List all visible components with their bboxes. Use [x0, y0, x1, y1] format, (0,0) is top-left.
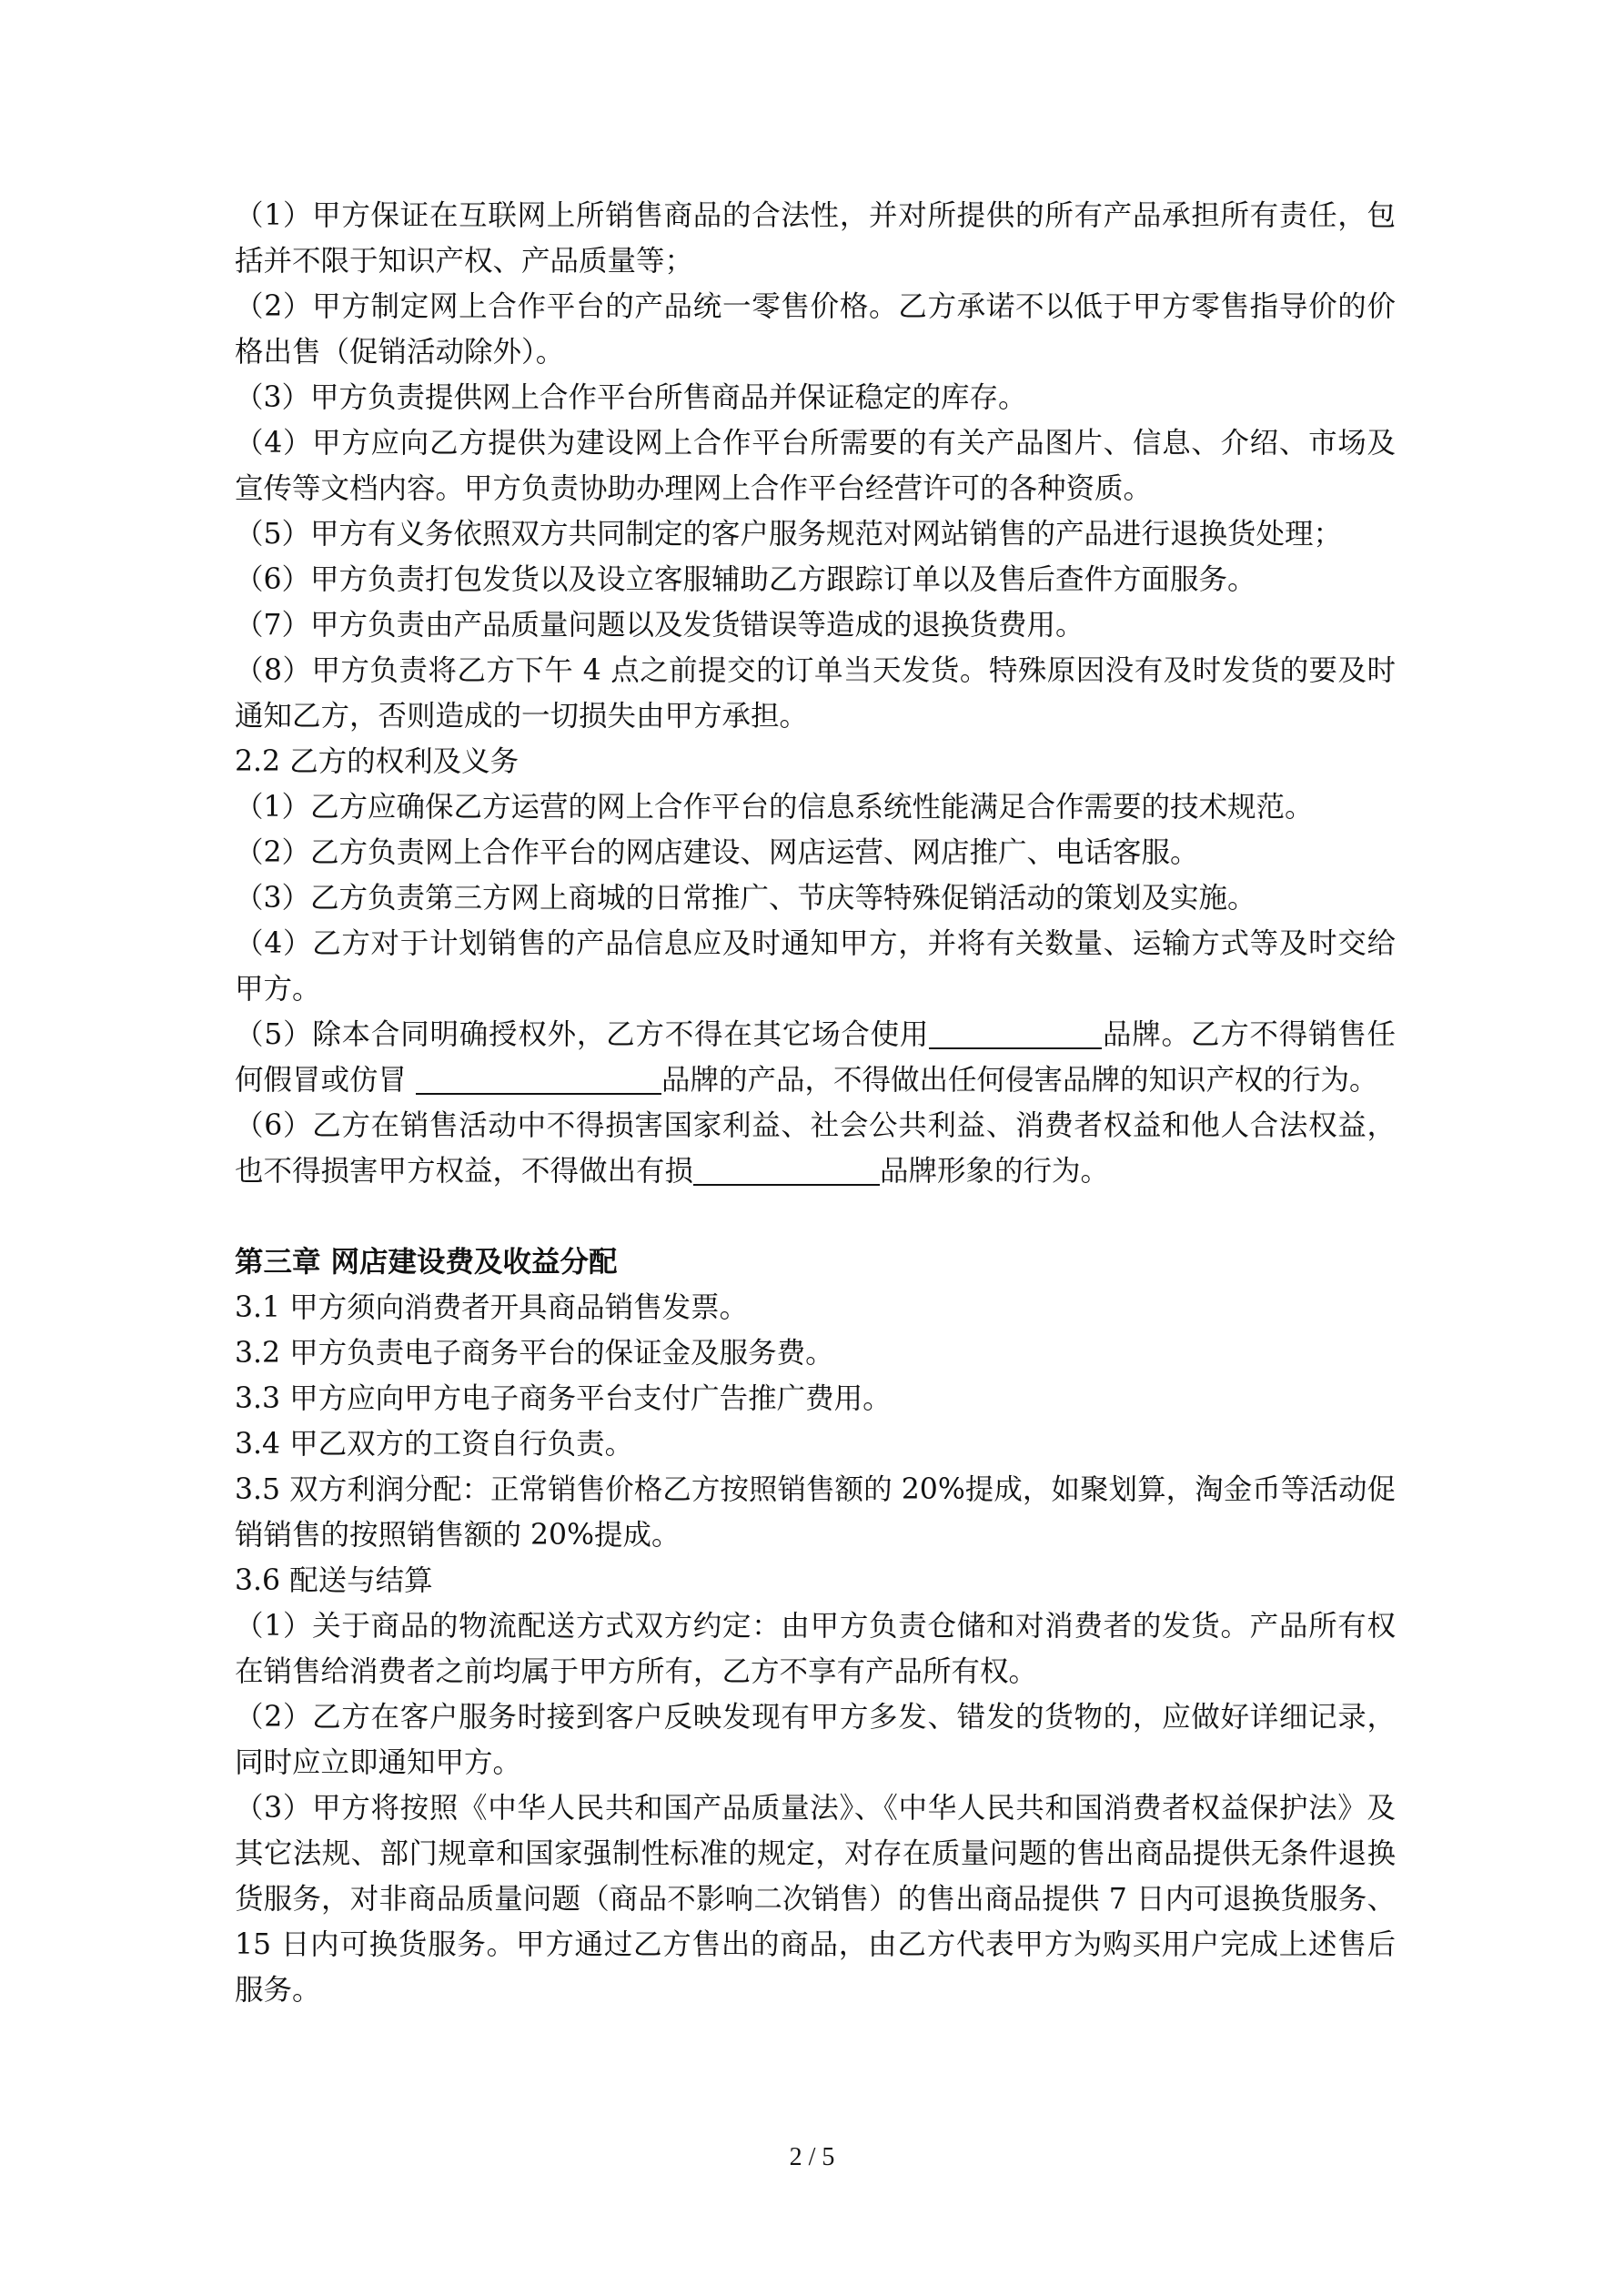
clause-2-2-5-text-1: （5）除本合同明确授权外，乙方不得在其它场合使用 [235, 1018, 930, 1051]
clause-2-1-5: （5）甲方有义务依照双方共同制定的客户服务规范对网站销售的产品进行退换货处理； [235, 518, 1343, 551]
clause-2-1-6: （6）甲方负责打包发货以及设立客服辅助乙方跟踪订单以及售后查件方面服务。 [235, 563, 1256, 596]
clause-3-6-1: （1）关于商品的物流配送方式双方约定：由甲方负责仓储和对消费者的发货。产品所有权在销售给消费者之前均属于甲方所有，乙方不享有产品所有权。 [235, 1610, 1396, 1688]
chapter-title: 第三章 网店建设费及收益分配 [235, 1246, 618, 1279]
clause-2-1-8: （8）甲方负责将乙方下午 4 点之前提交的订单当天发货。特殊原因没有及时发货的要及时通知乙方，否则造成的一切损失由甲方承担。 [235, 654, 1396, 733]
clause-2-2-6-text-1: （6）乙方在销售活动中不得损害国家利益、社会公共利益、消费者权益和他人合法权益，也不得损害甲方权益，不得做出有损 [235, 1109, 1396, 1188]
document-body [235, 193, 1396, 2013]
clause-2-2-6 [235, 1103, 1396, 1194]
clause-3-1: 3.1 甲方须向消费者开具商品销售发票。 [235, 1291, 749, 1324]
clause-2-1-7: （7）甲方负责由产品质量问题以及发货错误等造成的退换货费用。 [235, 609, 1084, 642]
clause-2-2-5-text-2: 品牌。乙方不得销售任何假冒或仿冒 [235, 1018, 1396, 1097]
clause-2-2-6-text-2: 品牌形象的行为。 [880, 1155, 1110, 1188]
clause-2-2-5-text-3: 品牌的产品，不得做出任何侵害品牌的知识产权的行为。 [661, 1064, 1378, 1097]
page-number: 2 / 5 [789, 2143, 835, 2171]
clause-2-1-3: （3）甲方负责提供网上合作平台所售商品并保证稳定的库存。 [235, 381, 1027, 414]
clause-3-5: 3.5 双方利润分配：正常销售价格乙方按照销售额的 20%提成，如聚划算，淘金币等活动促销销售的按照销售额的 20%提成。 [235, 1473, 1396, 1552]
brand-blank-line [693, 1151, 880, 1186]
clause-2-1-4: （4）甲方应向乙方提供为建设网上合作平台所需要的有关产品图片、信息、介绍、市场及宣传等文档内容。甲方负责协助办理网上合作平台经营许可的各种资质。 [235, 427, 1396, 505]
brand-blank-line [416, 1060, 661, 1095]
clause-2-2-4: （4）乙方对于计划销售的产品信息应及时通知甲方，并将有关数量、运输方式等及时交给甲方。 [235, 927, 1396, 1006]
section-heading-2-2: 2.2 乙方的权利及义务 [235, 745, 519, 778]
clause-2-1-2: （2）甲方制定网上合作平台的产品统一零售价格。乙方承诺不以低于甲方零售指导价的价格出售（促销活动除外）。 [235, 290, 1396, 369]
clause-3-6-3: （3）甲方将按照《中华人民共和国产品质量法》、《中华人民共和国消费者权益保护法》及其它法规、部门规章和国家强制性标准的规定，对存在质量问题的售出商品提供无条件退换货服务，对非商品质量问题（商品不影响二次销售）的售出商品提供 7 日内可退换货服务、15 日内可换货服务。甲方通过乙方售出的商品，由乙方代表甲方为购买用户完成上述售后服务。 [235, 1792, 1396, 2007]
clause-3-4: 3.4 甲乙双方的工资自行负责。 [235, 1428, 634, 1461]
brand-blank-line [929, 1015, 1102, 1049]
clause-2-2-2: （2）乙方负责网上合作平台的网店建设、网店运营、网店推广、电话客服。 [235, 836, 1199, 869]
clause-2-1-1: （1）甲方保证在互联网上所销售商品的合法性，并对所提供的所有产品承担所有责任，包括并不限于知识产权、产品质量等； [235, 199, 1396, 278]
clause-3-6: 3.6 配送与结算 [235, 1564, 433, 1597]
clause-3-2: 3.2 甲方负责电子商务平台的保证金及服务费。 [235, 1337, 834, 1370]
clause-2-2-5 [235, 1012, 1396, 1103]
clause-2-2-3: （3）乙方负责第三方网上商城的日常推广、节庆等特殊促销活动的策划及实施。 [235, 882, 1256, 915]
paragraph-gap [235, 1194, 1396, 1239]
clause-3-6-2: （2）乙方在客户服务时接到客户反映发现有甲方多发、错发的货物的，应做好详细记录，同时应立即通知甲方。 [235, 1701, 1396, 1779]
clause-2-2-1: （1）乙方应确保乙方运营的网上合作平台的信息系统性能满足合作需要的技术规范。 [235, 791, 1314, 824]
clause-3-3: 3.3 甲方应向甲方电子商务平台支付广告推广费用。 [235, 1382, 892, 1415]
